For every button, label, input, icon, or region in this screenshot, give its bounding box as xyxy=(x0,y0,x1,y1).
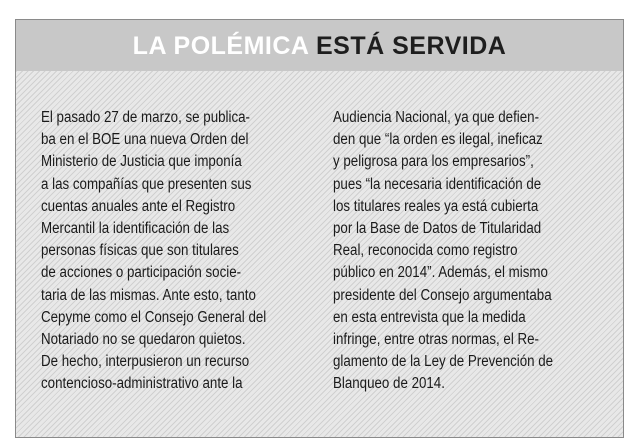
text-line: El pasado 27 de marzo, se publica- xyxy=(41,109,250,126)
text-line: infringe, entre otras normas, el Re- xyxy=(333,331,539,349)
text-line: Mercantil la identificación de las xyxy=(41,220,230,238)
text-line: en esta entrevista que la medida xyxy=(333,308,526,326)
text-line: cuentas anuales ante el Registro xyxy=(41,197,236,215)
text-column-left xyxy=(41,107,278,396)
text-line: a las compañías que presenten sus xyxy=(41,175,252,193)
text-line: de acciones o participación socie- xyxy=(41,264,242,282)
text-line: taria de las mismas. Ante esto, tanto xyxy=(41,286,256,304)
text-line: Blanqueo de 2014. xyxy=(333,375,445,393)
text-line: den que “la orden es ilegal, ineficaz xyxy=(333,131,543,149)
text-column-right xyxy=(333,107,570,396)
text-line: pues “la necesaria identificación de xyxy=(333,175,542,193)
text-line: los titulares reales ya está cubierta xyxy=(333,197,539,215)
text-line: por la Base de Datos de Titularidad xyxy=(333,220,542,238)
text-line: público en 2014”. Además, el mismo xyxy=(333,264,548,282)
text-line: personas físicas que son titulares xyxy=(41,242,239,260)
text-line: Cepyme como el Consejo General del xyxy=(41,308,267,326)
text-line: y peligrosa para los empresarios”, xyxy=(333,153,534,171)
title-highlight: LA POLÉMICA xyxy=(132,32,309,60)
text-line: ba en el BOE una nueva Orden del xyxy=(41,131,249,149)
text-line: Real, reconocida como registro xyxy=(333,242,518,260)
text-line: glamento de la Ley de Prevención de xyxy=(333,353,554,371)
box-header xyxy=(16,20,623,71)
text-line: presidente del Consejo argumentaba xyxy=(333,286,552,304)
text-line: De hecho, interpusieron un recurso xyxy=(41,353,250,371)
text-line: Audiencia Nacional, ya que defien- xyxy=(333,109,540,126)
text-line: Notariado no se quedaron quietos. xyxy=(41,331,246,349)
title-main: ESTÁ SERVIDA xyxy=(316,32,507,60)
text-line: Ministerio de Justicia que imponía xyxy=(41,153,242,171)
box-title xyxy=(133,31,507,61)
text-line: contencioso-administrativo ante la xyxy=(41,375,243,393)
